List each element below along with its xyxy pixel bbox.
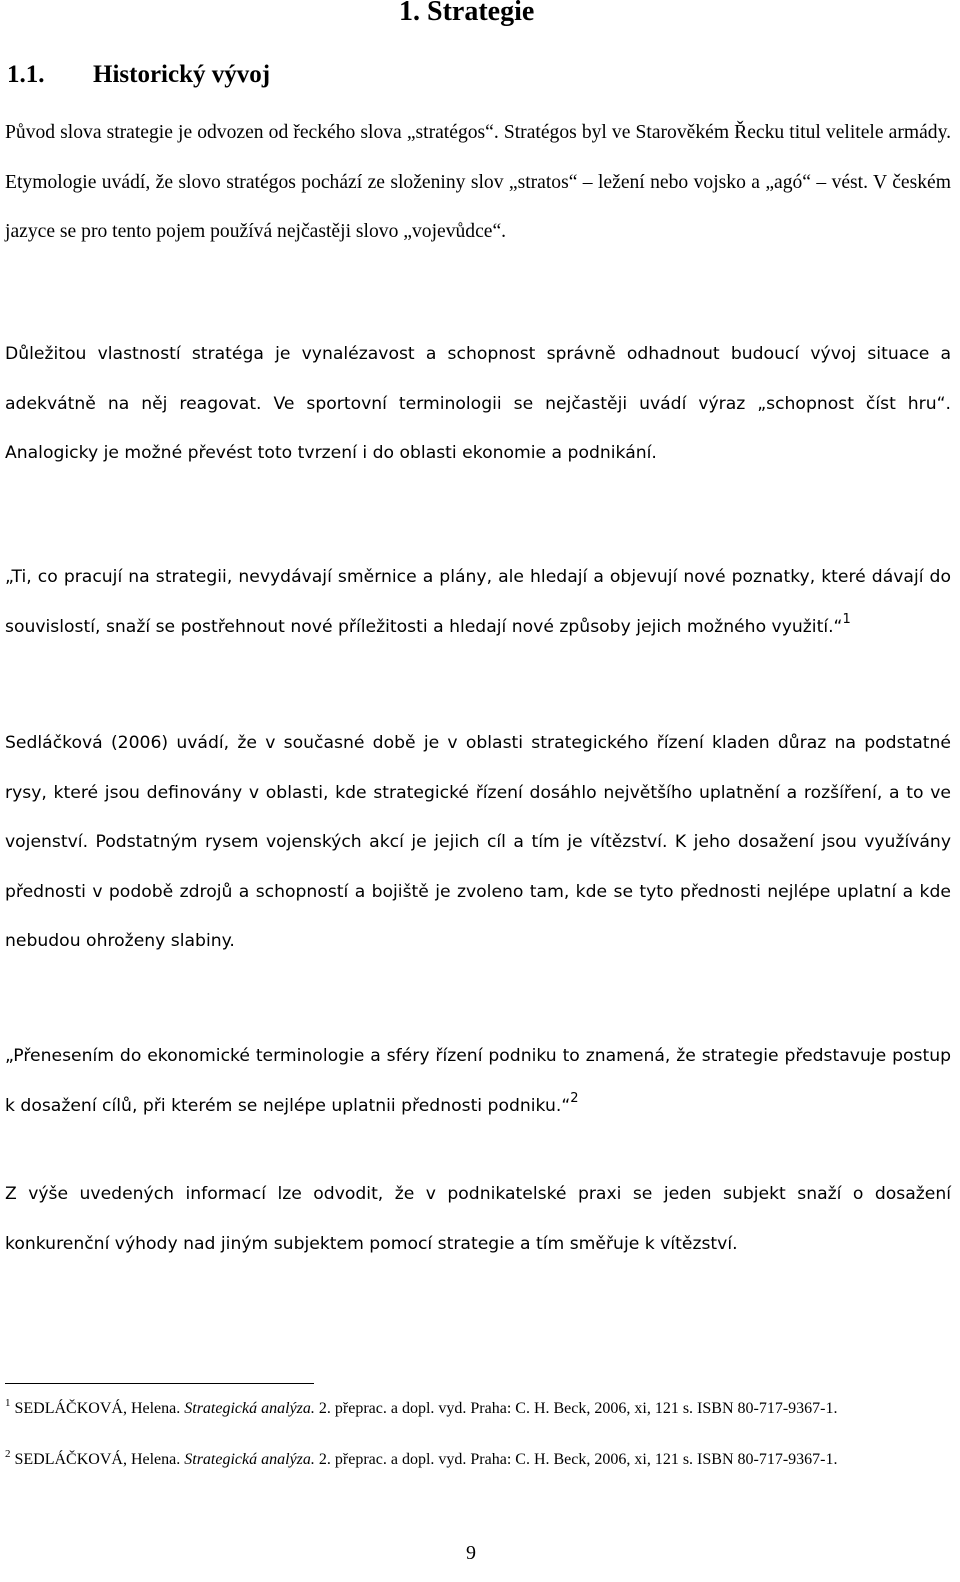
paragraph-strategist-qualities: Důležitou vlastností stratéga je vynalézavost a schopnost správně odhadnout budoucí vývoj situace a adekvátně na něj reagovat. Ve sportovní terminologii se nejčastěji uvádí výraz „schopnost číst hru“. Analogicky je možné převést toto tvrzení i do oblasti ekonomie a podnikání. — [5, 344, 951, 463]
footnote-1 — [5, 1396, 945, 1421]
footnote-ref-2: 2 — [570, 1090, 579, 1106]
page-number: 9 — [466, 1542, 476, 1564]
quote-text: „Ti, co pracují na strategii, nevydávají směrnice a plány, ale hledají a objevují nové poznatky, které dávají do souvislostí, snaží se postřehnout nové příležitosti a hledají nové způsoby jejich možného využití.“ — [5, 567, 951, 637]
footnote-title: Strategická analýza. — [184, 1451, 315, 1468]
footnote-number: 2 — [5, 1448, 11, 1460]
footnote-author: SEDLÁČKOVÁ, Helena. — [14, 1451, 181, 1468]
footnote-separator — [5, 1383, 314, 1384]
paragraph-conclusion: Z výše uvedených informací lze odvodit, že v podnikatelské praxi se jeden subjekt snaží o dosažení konkurenční výhody nad jiným subjektem pomocí strategie a tím směřuje k vítězství. — [5, 1184, 951, 1254]
quote-text: „Přenesením do ekonomické terminologie a sféry řízení podniku to znamená, že strategie představuje postup k dosažení cílů, při kterém se nejlépe uplatnii přednosti podniku.“ — [5, 1046, 951, 1116]
paragraph-origin: Původ slova strategie je odvozen od řeckého slova „stratégos“. Stratégos byl ve Starověkém Řecku titul velitele armády. Etymologie uvádí, že slovo stratégos pochází ze složeniny slov „stratos“ – ležení nebo vojsko a „agó“ – vést. V českém jazyce se pro tento pojem používá nejčastěji slovo „vojevůdce“. — [5, 122, 951, 242]
section-heading — [7, 61, 270, 89]
footnote-title: Strategická analýza. — [184, 1400, 315, 1417]
paragraph-quote-strategy — [5, 553, 951, 652]
chapter-heading: 1. Strategie — [399, 0, 535, 27]
paragraph-quote-economic — [5, 1032, 951, 1131]
footnote-details: 2. přeprac. a dopl. vyd. Praha: C. H. Beck, 2006, xi, 121 s. ISBN 80-717-9367-1. — [318, 1400, 838, 1417]
paragraph-sedlackova: Sedláčková (2006) uvádí, že v současné době je v oblasti strategického řízení kladen důraz na podstatné rysy, které jsou definovány v oblasti, kde strategické řízení dosáhlo největšího uplatnění a rozšíření, a to ve vojenství. Podstatným rysem vojenských akcí je jejich cíl a tím je vítězství. K jeho dosažení jsou využívány přednosti v podobě zdrojů a schopností a bojiště je zvoleno tam, kde se tyto přednosti nejlépe uplatní a kde nebudou ohroženy slabiny. — [5, 733, 951, 951]
footnote-ref-1: 1 — [842, 611, 851, 627]
footnote-2 — [5, 1447, 945, 1472]
footnote-author: SEDLÁČKOVÁ, Helena. — [14, 1400, 181, 1417]
footnote-details: 2. přeprac. a dopl. vyd. Praha: C. H. Beck, 2006, xi, 121 s. ISBN 80-717-9367-1. — [318, 1451, 838, 1468]
section-number: 1.1. — [7, 61, 45, 88]
section-title: Historický vývoj — [93, 61, 271, 88]
footnote-number: 1 — [5, 1397, 11, 1409]
